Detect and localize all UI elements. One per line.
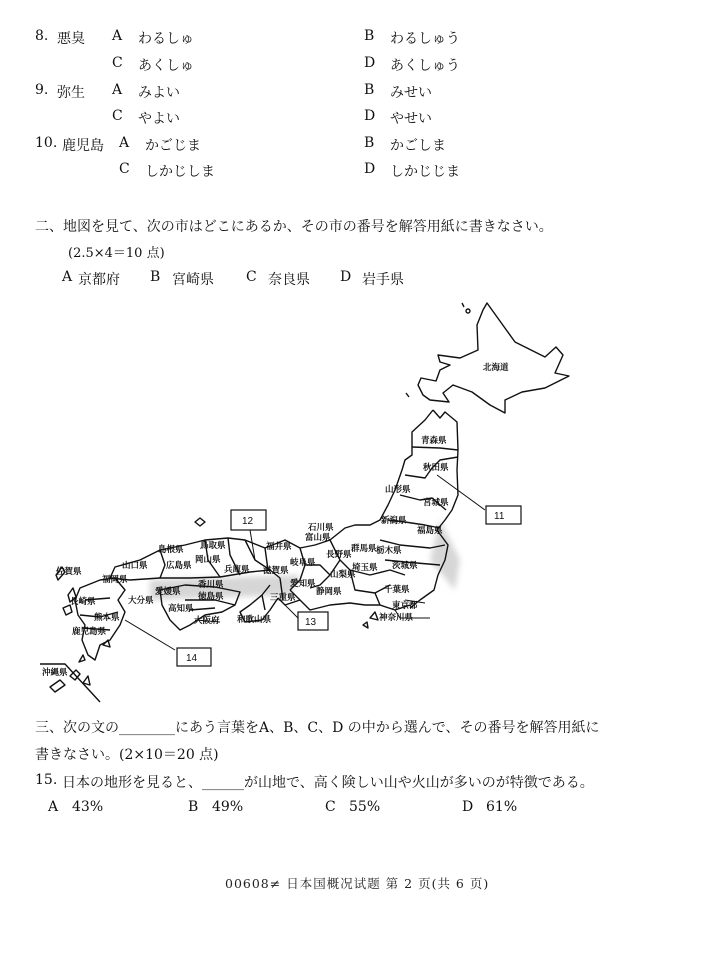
option-letter-b: B xyxy=(188,799,199,815)
japan-map xyxy=(0,290,703,710)
option-d[interactable]: あくしゅう xyxy=(390,58,460,74)
svg-text:福岡県: 福岡県 xyxy=(102,575,128,585)
question-number: 8. xyxy=(35,28,49,44)
svg-text:福井県: 福井県 xyxy=(266,542,292,552)
svg-text:静岡県: 静岡県 xyxy=(316,587,342,597)
box-13: 13 xyxy=(305,617,317,628)
svg-text:富山県: 富山県 xyxy=(305,533,331,543)
option-c[interactable]: 55% xyxy=(349,799,381,815)
option-letter-d: D xyxy=(364,161,376,177)
svg-text:和歌山県: 和歌山県 xyxy=(237,615,272,625)
option-b[interactable]: かごしま xyxy=(390,138,446,154)
choice-b: 宮崎県 xyxy=(172,272,214,288)
box-11: 11 xyxy=(494,511,505,522)
prefecture-labels xyxy=(42,362,509,678)
option-c[interactable]: やよい xyxy=(138,111,180,127)
option-letter-c: C xyxy=(112,108,123,124)
question-number: 10. xyxy=(35,135,58,151)
option-b[interactable]: 49% xyxy=(212,799,244,815)
option-letter-d: D xyxy=(364,108,376,124)
question-15-text: 日本の地形を見ると、______が山地で、高く険しい山や火山が多いのが特徴である。 xyxy=(62,775,594,791)
svg-text:沖縄県: 沖縄県 xyxy=(42,668,68,678)
option-letter-d: D xyxy=(462,799,474,815)
option-d[interactable]: やせい xyxy=(390,111,432,127)
svg-text:新潟県: 新潟県 xyxy=(381,516,407,526)
svg-text:大阪府: 大阪府 xyxy=(194,616,220,626)
section3-instruction-line1: 三、次の文の________にあう言葉をA、B、C、D の中から選んで、その番号を解答用紙に xyxy=(35,720,600,736)
svg-text:群馬県: 群馬県 xyxy=(351,544,377,554)
choice-a: 京都府 xyxy=(78,272,120,288)
option-d[interactable]: 61% xyxy=(486,799,518,815)
choice-d: 岩手県 xyxy=(362,272,404,288)
svg-text:鳥取県: 鳥取県 xyxy=(200,541,226,551)
svg-text:神奈川県: 神奈川県 xyxy=(379,613,414,623)
svg-text:香川県: 香川県 xyxy=(198,580,224,590)
svg-text:福島県: 福島県 xyxy=(417,526,443,536)
hokkaido-outline xyxy=(418,303,569,413)
box-14: 14 xyxy=(186,653,198,664)
svg-text:長野県: 長野県 xyxy=(326,550,352,560)
svg-text:広島県: 広島県 xyxy=(166,561,192,571)
question-15-number: 15. xyxy=(35,772,58,788)
section2-instruction: 二、地図を見て、次の市はどこにあるか、その市の番号を解答用紙に書きなさい。 xyxy=(35,219,553,235)
section2-points: (2.5×4＝10 点) xyxy=(68,246,165,261)
option-letter-a: A xyxy=(112,82,123,98)
option-b[interactable]: わるしゅう xyxy=(390,31,460,47)
option-letter-a: A xyxy=(48,799,59,815)
svg-text:兵庫県: 兵庫県 xyxy=(224,565,250,575)
svg-text:宮城県: 宮城県 xyxy=(423,498,449,508)
svg-text:愛知県: 愛知県 xyxy=(290,579,316,589)
option-d[interactable]: しかじじま xyxy=(390,164,460,180)
question-word: 弥生 xyxy=(57,85,85,101)
option-letter-c: C xyxy=(112,55,123,71)
svg-text:鹿児島県: 鹿児島県 xyxy=(72,627,107,637)
svg-text:北海道: 北海道 xyxy=(483,363,509,373)
option-letter-a: A xyxy=(112,28,123,44)
svg-text:三重県: 三重県 xyxy=(270,593,296,603)
page-footer: 00608≠ 日本国概况试题 第 2 页(共 6 页) xyxy=(225,876,490,891)
box-12: 12 xyxy=(242,516,254,527)
svg-text:栃木県: 栃木県 xyxy=(376,546,402,556)
section3-instruction-line2: 書きなさい。(2×10＝20 点) xyxy=(35,747,219,763)
option-letter-c: C xyxy=(119,161,130,177)
option-letter-d: D xyxy=(364,55,376,71)
svg-text:熊本県: 熊本県 xyxy=(94,613,120,623)
svg-text:愛媛県: 愛媛県 xyxy=(155,587,181,597)
question-word: 鹿児島 xyxy=(62,138,104,154)
option-a[interactable]: わるしゅ xyxy=(138,31,194,47)
question-number: 9. xyxy=(35,82,49,98)
svg-text:青森県: 青森県 xyxy=(421,436,447,446)
option-letter-b: B xyxy=(364,82,375,98)
svg-text:滋賀県: 滋賀県 xyxy=(263,566,289,576)
svg-text:徳島県: 徳島県 xyxy=(198,592,224,602)
svg-text:島根県: 島根県 xyxy=(158,545,184,555)
choice-letter-a: A xyxy=(62,269,73,285)
option-a[interactable]: かごじま xyxy=(145,138,201,154)
svg-text:山梨県: 山梨県 xyxy=(330,570,356,580)
svg-text:山口県: 山口県 xyxy=(122,561,148,571)
svg-text:高知県: 高知県 xyxy=(168,604,194,614)
choice-letter-b: B xyxy=(150,269,161,285)
question-word: 悪臭 xyxy=(57,31,85,47)
option-b[interactable]: みせい xyxy=(390,85,432,101)
option-letter-b: B xyxy=(364,28,375,44)
option-c[interactable]: しかじしま xyxy=(145,164,215,180)
option-letter-c: C xyxy=(325,799,336,815)
svg-text:埼玉県: 埼玉県 xyxy=(352,563,378,573)
choice-letter-d: D xyxy=(340,269,352,285)
svg-text:東京都: 東京都 xyxy=(392,601,418,611)
option-c[interactable]: あくしゅ xyxy=(138,58,194,74)
svg-text:山形県: 山形県 xyxy=(385,485,411,495)
svg-text:岡山県: 岡山県 xyxy=(195,555,221,565)
option-a[interactable]: みよい xyxy=(138,85,180,101)
option-letter-b: B xyxy=(364,135,375,151)
svg-text:岐阜県: 岐阜県 xyxy=(290,558,316,568)
svg-text:千葉県: 千葉県 xyxy=(384,585,410,595)
svg-text:佐賀県: 佐賀県 xyxy=(56,567,82,577)
choice-c: 奈良県 xyxy=(268,272,310,288)
option-letter-a: A xyxy=(119,135,130,151)
svg-text:秋田県: 秋田県 xyxy=(423,463,449,473)
svg-text:石川県: 石川県 xyxy=(308,523,334,533)
svg-text:大分県: 大分県 xyxy=(128,596,154,606)
choice-letter-c: C xyxy=(246,269,257,285)
svg-text:長崎県: 長崎県 xyxy=(70,597,96,607)
option-a[interactable]: 43% xyxy=(72,799,104,815)
svg-text:茨城県: 茨城県 xyxy=(392,561,418,571)
